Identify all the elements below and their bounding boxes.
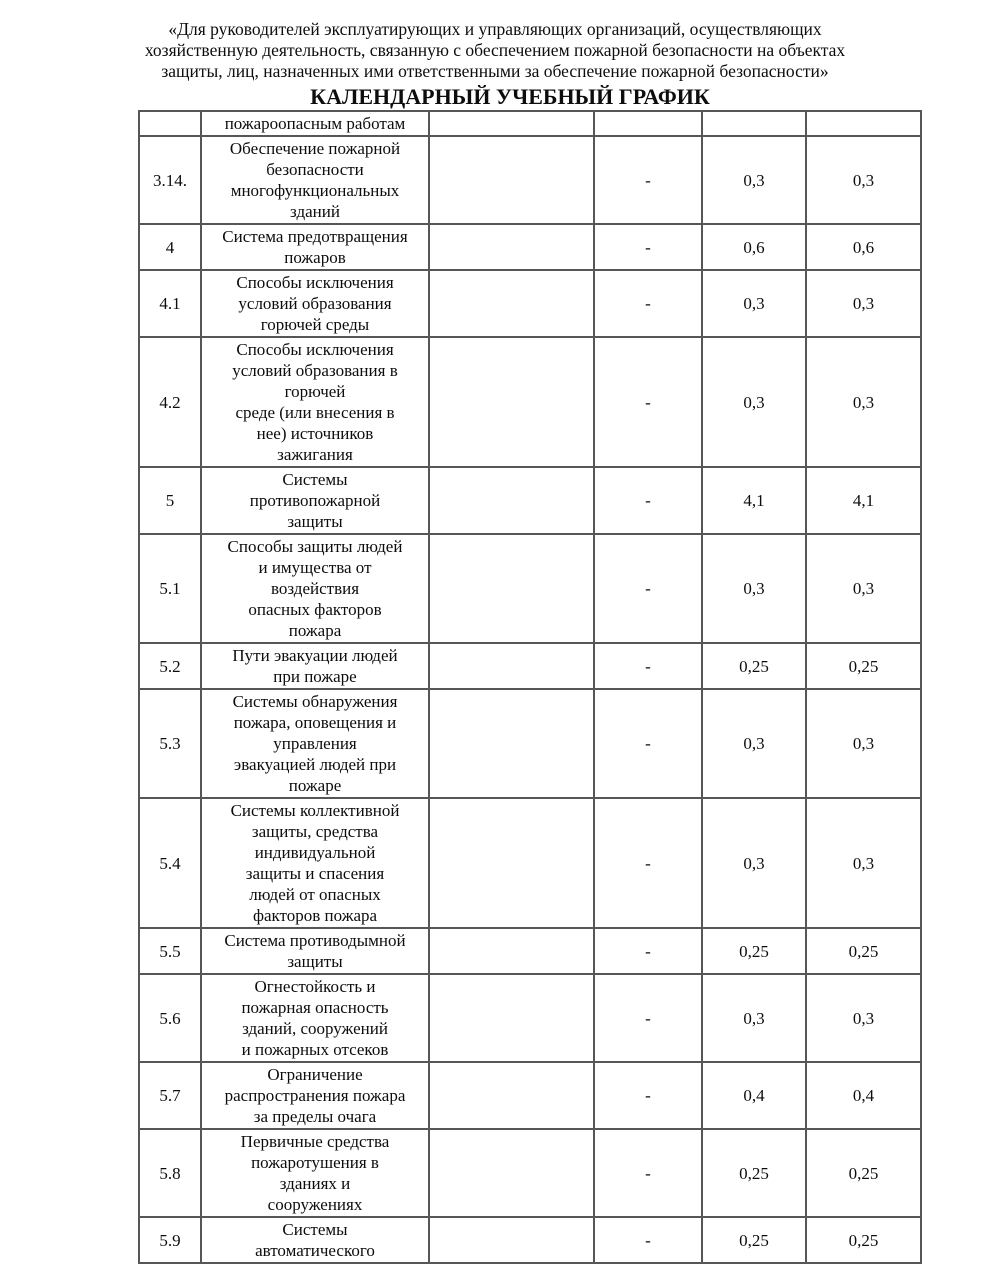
cell-topic: Способы защиты людей и имущества от воздействия опасных факторов пожара bbox=[201, 534, 429, 643]
schedule-table bbox=[138, 110, 922, 1264]
cell-topic: Система противодымной защиты bbox=[201, 928, 429, 974]
cell-topic: Пути эвакуации людей при пожаре bbox=[201, 643, 429, 689]
table-row bbox=[139, 111, 921, 136]
table-row bbox=[139, 467, 921, 534]
cell-topic: Обеспечение пожарной безопасности многофункциональных зданий bbox=[201, 136, 429, 224]
cell-topic: Системы коллективной защиты, средства индивидуальной защиты и спасения людей от опасных факторов пожара bbox=[201, 798, 429, 928]
cell-dash-col4: - bbox=[594, 136, 702, 224]
table-row bbox=[139, 224, 921, 270]
cell-dash-col4: - bbox=[594, 689, 702, 798]
cell-empty-col3 bbox=[429, 534, 594, 643]
cell-topic: Ограничение распространения пожара за пределы очага bbox=[201, 1062, 429, 1129]
cell-dash-col4: - bbox=[594, 974, 702, 1062]
cell-empty-col3 bbox=[429, 224, 594, 270]
cell-number: 5.4 bbox=[139, 798, 201, 928]
cell-hours-col5: 0,3 bbox=[702, 270, 806, 337]
cell-dash-col4: - bbox=[594, 534, 702, 643]
cell-hours-col5: 0,25 bbox=[702, 643, 806, 689]
cell-hours-col5: 0,6 bbox=[702, 224, 806, 270]
cell-topic: Первичные средства пожаротушения в зданиях и сооружениях bbox=[201, 1129, 429, 1217]
header-quote-line: хозяйственную деятельность, связанную с обеспечением пожарной безопасности на объектах bbox=[144, 40, 846, 60]
cell-number: 5.8 bbox=[139, 1129, 201, 1217]
table-row bbox=[139, 928, 921, 974]
header-quote-line: защиты, лиц, назначенных ими ответственными за обеспечение пожарной безопасности» bbox=[161, 61, 829, 81]
cell-dash-col4: - bbox=[594, 337, 702, 467]
cell-number: 5.7 bbox=[139, 1062, 201, 1129]
cell-hours-col6: 0,25 bbox=[806, 643, 921, 689]
cell-number: 3.14. bbox=[139, 136, 201, 224]
cell-empty-col3 bbox=[429, 467, 594, 534]
cell-hours-col5: 0,3 bbox=[702, 534, 806, 643]
table-row bbox=[139, 1217, 921, 1263]
cell-number: 4.2 bbox=[139, 337, 201, 467]
cell-topic: Система предотвращения пожаров bbox=[201, 224, 429, 270]
cell-hours-col6: 0,25 bbox=[806, 1129, 921, 1217]
cell-number: 5.2 bbox=[139, 643, 201, 689]
cell-hours-col6: 0,3 bbox=[806, 270, 921, 337]
cell-topic: Системы противопожарной защиты bbox=[201, 467, 429, 534]
cell-hours-col5: 0,3 bbox=[702, 798, 806, 928]
cell-number: 5.6 bbox=[139, 974, 201, 1062]
cell-number: 5.3 bbox=[139, 689, 201, 798]
cell-hours-col6: 0,3 bbox=[806, 534, 921, 643]
header-quote-line: «Для руководителей эксплуатирующих и управляющих организаций, осуществляющих bbox=[168, 19, 822, 39]
cell-topic: Системы обнаружения пожара, оповещения и управления эвакуацией людей при пожаре bbox=[201, 689, 429, 798]
cell-dash-col4: - bbox=[594, 224, 702, 270]
cell-hours-col6: 0,6 bbox=[806, 224, 921, 270]
table-row bbox=[139, 689, 921, 798]
cell-hours-col6: 0,4 bbox=[806, 1062, 921, 1129]
cell-hours-col6 bbox=[806, 111, 921, 136]
cell-empty-col3 bbox=[429, 136, 594, 224]
cell-hours-col6: 0,3 bbox=[806, 689, 921, 798]
cell-dash-col4: - bbox=[594, 1217, 702, 1263]
table-row bbox=[139, 643, 921, 689]
cell-dash-col4: - bbox=[594, 798, 702, 928]
cell-empty-col3 bbox=[429, 111, 594, 136]
cell-empty-col3 bbox=[429, 337, 594, 467]
cell-hours-col5 bbox=[702, 111, 806, 136]
cell-dash-col4: - bbox=[594, 467, 702, 534]
cell-empty-col3 bbox=[429, 974, 594, 1062]
cell-number: 5 bbox=[139, 467, 201, 534]
cell-empty-col3 bbox=[429, 798, 594, 928]
cell-dash-col4 bbox=[594, 111, 702, 136]
cell-hours-col5: 0,25 bbox=[702, 1129, 806, 1217]
cell-number: 5.5 bbox=[139, 928, 201, 974]
cell-hours-col5: 0,4 bbox=[702, 1062, 806, 1129]
cell-empty-col3 bbox=[429, 270, 594, 337]
cell-empty-col3 bbox=[429, 928, 594, 974]
cell-dash-col4: - bbox=[594, 928, 702, 974]
cell-dash-col4: - bbox=[594, 1062, 702, 1129]
cell-dash-col4: - bbox=[594, 643, 702, 689]
cell-topic: Способы исключения условий образования в горючей среде (или внесения в нее) источников зажигания bbox=[201, 337, 429, 467]
table-body bbox=[139, 111, 921, 1263]
cell-hours-col6: 0,3 bbox=[806, 798, 921, 928]
cell-empty-col3 bbox=[429, 1217, 594, 1263]
cell-hours-col5: 0,3 bbox=[702, 337, 806, 467]
table-row bbox=[139, 798, 921, 928]
cell-number bbox=[139, 111, 201, 136]
cell-number: 4.1 bbox=[139, 270, 201, 337]
table-row bbox=[139, 534, 921, 643]
table-row bbox=[139, 974, 921, 1062]
cell-hours-col6: 4,1 bbox=[806, 467, 921, 534]
cell-empty-col3 bbox=[429, 1062, 594, 1129]
cell-hours-col6: 0,3 bbox=[806, 136, 921, 224]
cell-topic: Способы исключения условий образования горючей среды bbox=[201, 270, 429, 337]
cell-topic: пожароопасным работам bbox=[201, 111, 429, 136]
cell-dash-col4: - bbox=[594, 1129, 702, 1217]
cell-topic: Огнестойкость и пожарная опасность зданий, сооружений и пожарных отсеков bbox=[201, 974, 429, 1062]
cell-hours-col5: 4,1 bbox=[702, 467, 806, 534]
cell-hours-col5: 0,25 bbox=[702, 928, 806, 974]
table-row bbox=[139, 1129, 921, 1217]
cell-number: 4 bbox=[139, 224, 201, 270]
cell-dash-col4: - bbox=[594, 270, 702, 337]
cell-hours-col6: 0,3 bbox=[806, 974, 921, 1062]
cell-hours-col6: 0,25 bbox=[806, 1217, 921, 1263]
cell-hours-col5: 0,3 bbox=[702, 689, 806, 798]
cell-hours-col5: 0,3 bbox=[702, 974, 806, 1062]
table-row bbox=[139, 270, 921, 337]
header-quote bbox=[95, 0, 895, 82]
cell-hours-col5: 0,25 bbox=[702, 1217, 806, 1263]
cell-number: 5.1 bbox=[139, 534, 201, 643]
cell-empty-col3 bbox=[429, 643, 594, 689]
cell-empty-col3 bbox=[429, 689, 594, 798]
cell-hours-col6: 0,25 bbox=[806, 928, 921, 974]
cell-topic: Системы автоматического bbox=[201, 1217, 429, 1263]
table-row bbox=[139, 136, 921, 224]
cell-hours-col5: 0,3 bbox=[702, 136, 806, 224]
page-title: КАЛЕНДАРНЫЙ УЧЕБНЫЙ ГРАФИК bbox=[310, 84, 710, 109]
table-row bbox=[139, 1062, 921, 1129]
cell-empty-col3 bbox=[429, 1129, 594, 1217]
table-row bbox=[139, 337, 921, 467]
cell-number: 5.9 bbox=[139, 1217, 201, 1263]
cell-hours-col6: 0,3 bbox=[806, 337, 921, 467]
